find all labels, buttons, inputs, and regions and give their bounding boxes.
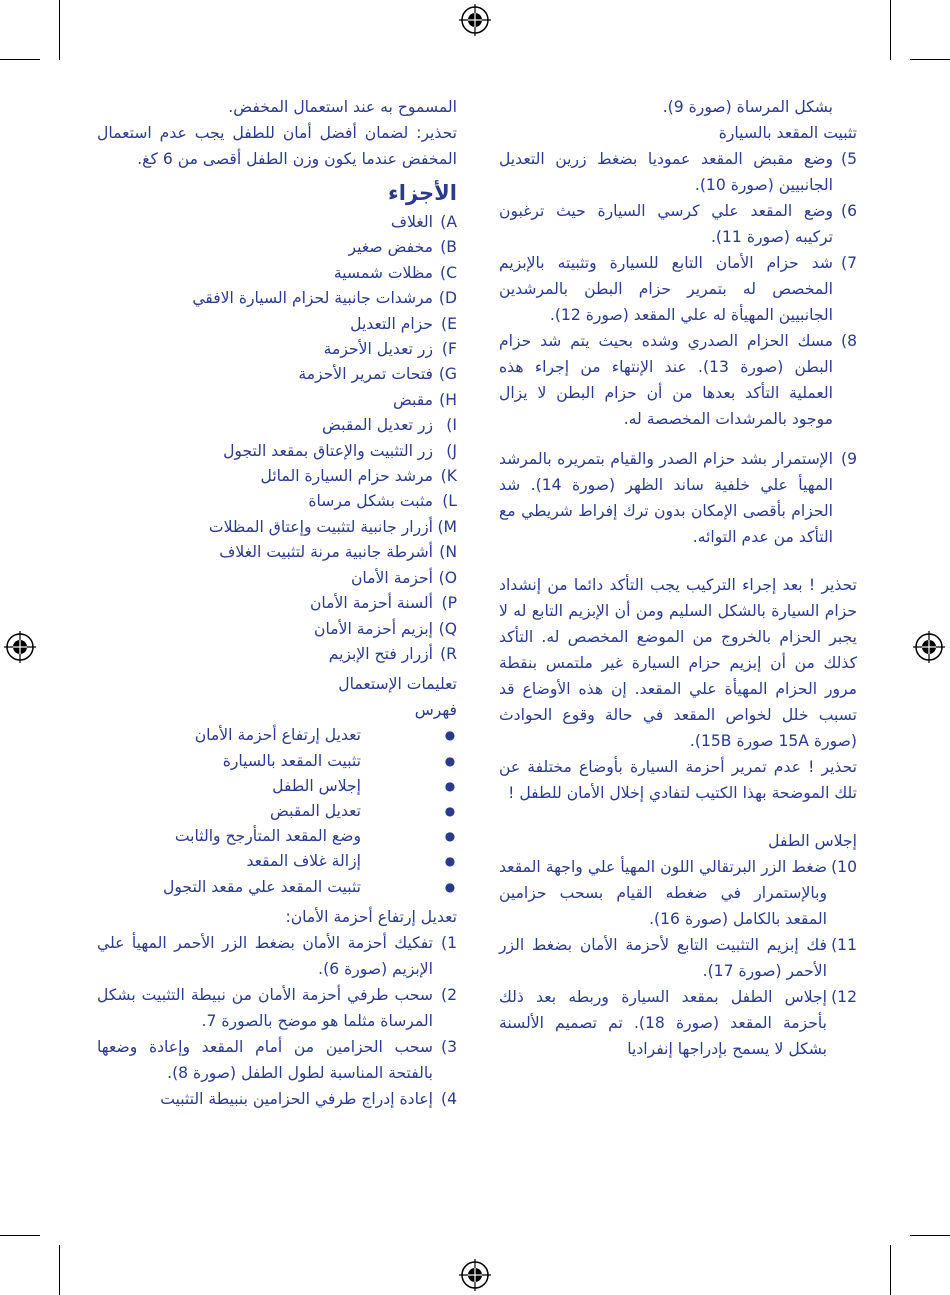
index-heading: فهرس bbox=[414, 701, 457, 720]
parts-heading: الأجزاء bbox=[388, 181, 457, 205]
part-item: A) الغلاف bbox=[390, 213, 457, 231]
bullet-icon: ● bbox=[444, 778, 456, 793]
bullet-icon: ● bbox=[444, 803, 456, 818]
crop-mark bbox=[910, 59, 950, 60]
crop-mark bbox=[910, 1235, 950, 1236]
fix-seat-heading: تثبيت المقعد بالسيارة bbox=[718, 124, 857, 142]
list-item: 6) وضع المقعد علي كرسي السيارة حيث ترغبون تركيبه (صورة 11). bbox=[499, 202, 857, 246]
crop-mark bbox=[0, 59, 40, 60]
list-item: 8) مسك الحزام الصدري وشده بحيث يتم شد حزام البطن (صورة 13). عند الإنتهاء من إجراء هذه العملية التأكد بعدها من أن حزام البطن لا يزال موجود بالمرشدات المخصصة له. bbox=[499, 332, 857, 428]
intro-text: المسموح به عند استعمال المخفض. bbox=[228, 98, 457, 116]
part-item: D) مرشدات جانبية لحزام السيارة الافقي bbox=[192, 289, 457, 308]
crop-mark bbox=[890, 0, 891, 60]
intro-line: بشكل المرساة (صورة 9). bbox=[662, 98, 833, 116]
part-item: P) ألسنة أحزمة الأمان bbox=[309, 594, 457, 613]
toc-list bbox=[97, 723, 457, 899]
bullet-icon: ● bbox=[444, 879, 456, 894]
warning-text: تحذير ! عدم تمرير أحزمة السيارة بأوضاع مختلفة عن تلك الموضحة بهذا الكتيب لتفادي إخلال الأمان للطفل ! bbox=[499, 758, 857, 802]
part-item: B) مخفض صغير bbox=[348, 238, 457, 257]
list-item: 2) سحب طرفي أحزمة الأمان من نبيطة التثبيت بشكل المرساة مثلما هو موضح بالصورة 7. bbox=[97, 985, 457, 1030]
list-item: 3) سحب الحزامين من أمام المقعد وإعادة وضعها بالفتحة المناسبة لطول الطفل (صورة 8). bbox=[97, 1037, 457, 1082]
warning-text: تحذير: لضمان أفضل أمان للطفل يجب عدم استعمال المخفض عندما يكون وزن الطفل أقصى من 6 كغ. bbox=[97, 124, 457, 168]
part-item: C) مظلات شمسية bbox=[333, 263, 457, 282]
toc-item: ● إزالة غلاف المقعد bbox=[97, 849, 457, 874]
toc-item: ● وضع المقعد المتأرجح والثابت bbox=[97, 824, 457, 849]
registration-mark-icon bbox=[459, 4, 491, 36]
toc-item: ● إجلاس الطفل bbox=[97, 774, 457, 799]
list-item: 7) شد حزام الأمان التابع للسيارة وتثبيته بالإبزيم المخصص له بتمرير حزام البطن بالمرشدين الجانبيين المهيأة له علي المقعد (صورة 12). bbox=[499, 254, 857, 324]
list-item: 9) الإستمرار بشد حزام الصدر والقيام بتمريره بالمرشد المهيأ علي خلفية ساند الظهر (صورة 14). شد الحزام بأقصى الإمكان بدون ترك إفراط شريطي مع التأكد من عدم التوائه. bbox=[499, 450, 857, 546]
crop-mark bbox=[59, 0, 60, 60]
part-item: O) أحزمة الأمان bbox=[350, 568, 457, 587]
part-item: M) أزرار جانبية لتثبيت وإعتاق المظلات bbox=[208, 517, 457, 536]
list-item: 12) إجلاس الطفل بمقعد السيارة وربطه بعد ذلك بأحزمة المقعد (صورة 18). تم تصميم الألسنة بشكل لا يسمح بإدراجها إنفراديا bbox=[499, 988, 857, 1058]
toc-item: ● تعديل المقبض bbox=[97, 799, 457, 824]
registration-mark-icon bbox=[4, 631, 36, 663]
right-column bbox=[499, 94, 857, 1062]
bullet-icon: ● bbox=[444, 829, 456, 844]
registration-mark-icon bbox=[913, 631, 945, 663]
toc-item: ● تعديل إرتفاع أحزمة الأمان bbox=[97, 723, 457, 748]
instructions-heading: تعليمات الإستعمال bbox=[338, 675, 457, 694]
list-item: 1) تفكيك أحزمة الأمان بضغط الزر الأحمر المهيأ علي الإبزيم (صورة 6). bbox=[97, 933, 457, 978]
parts-list bbox=[97, 210, 457, 667]
list-item: 4) إعادة إدراج طرفي الحزامين بنبيطة التثبيت bbox=[160, 1089, 457, 1108]
part-item: J) زر التثبيت والإعتاق بمقعد التجول bbox=[223, 441, 457, 460]
bullet-icon: ● bbox=[444, 728, 456, 743]
part-item: E) حزام التعديل bbox=[350, 314, 457, 333]
part-item: G) فتحات تمرير الأحزمة bbox=[298, 365, 457, 384]
warning-text: تحذير ! بعد إجراء التركيب يجب التأكد دائما من إنشداد حزام السيارة بالشكل السليم ومن أن الإبزيم التابع له لا يجبر الحزام بالخروج من الموضع المخصص له. التأكد كذلك من أن إبزيم حزام السيارة غير ملتمس بنقطة مرور الحزام المهيأة علي المقعد. إن هذه الأوضاع قد تسبب خلل لخواص المقعد في حالة وقوع الحوادث (صورة 15A صورة 15B). bbox=[499, 576, 857, 750]
part-item: H) مقبض bbox=[392, 390, 457, 409]
crop-mark bbox=[890, 1245, 891, 1295]
toc-item: ● تثبيت المقعد علي مقعد التجول bbox=[97, 875, 457, 900]
seat-child-heading: إجلاس الطفل bbox=[768, 832, 857, 850]
part-item: F) زر تعديل الأحزمة bbox=[323, 340, 457, 359]
crop-mark bbox=[0, 1235, 40, 1236]
registration-mark-icon bbox=[459, 1259, 491, 1291]
list-item: 5) وضع مقبض المقعد عموديا بضغط زرين التعديل الجانبيين (صورة 10). bbox=[499, 150, 857, 194]
height-adjust-heading: تعديل إرتفاع أحزمة الأمان: bbox=[285, 907, 457, 926]
part-item: N) أشرطة جانبية مرنة لتثبيت الغلاف bbox=[219, 543, 457, 562]
bullet-icon: ● bbox=[444, 753, 456, 768]
part-item: R) أزرار فتح الإبزيم bbox=[328, 644, 457, 663]
list-item: 10) ضغط الزر البرتقالي اللون المهيأ علي واجهة المقعد وبالإستمرار في ضغطه القيام بسحب حزامين المقعد بالكامل (صورة 16). bbox=[499, 858, 857, 928]
crop-mark bbox=[59, 1245, 60, 1295]
bullet-icon: ● bbox=[444, 854, 456, 869]
part-item: L) مثبت بشكل مرساة bbox=[308, 492, 457, 511]
left-column bbox=[97, 94, 457, 1112]
part-item: Q) إبزيم أحزمة الأمان bbox=[314, 619, 457, 638]
part-item: K) مرشد حزام السيارة المائل bbox=[260, 467, 457, 486]
part-item: I) زر تعديل المقبض bbox=[322, 416, 457, 435]
toc-item: ● تثبيت المقعد بالسيارة bbox=[97, 749, 457, 774]
list-item: 11) فك إبزيم التثبيت التابع لأحزمة الأمان بضغط الزر الأحمر (صورة 17). bbox=[499, 936, 857, 980]
